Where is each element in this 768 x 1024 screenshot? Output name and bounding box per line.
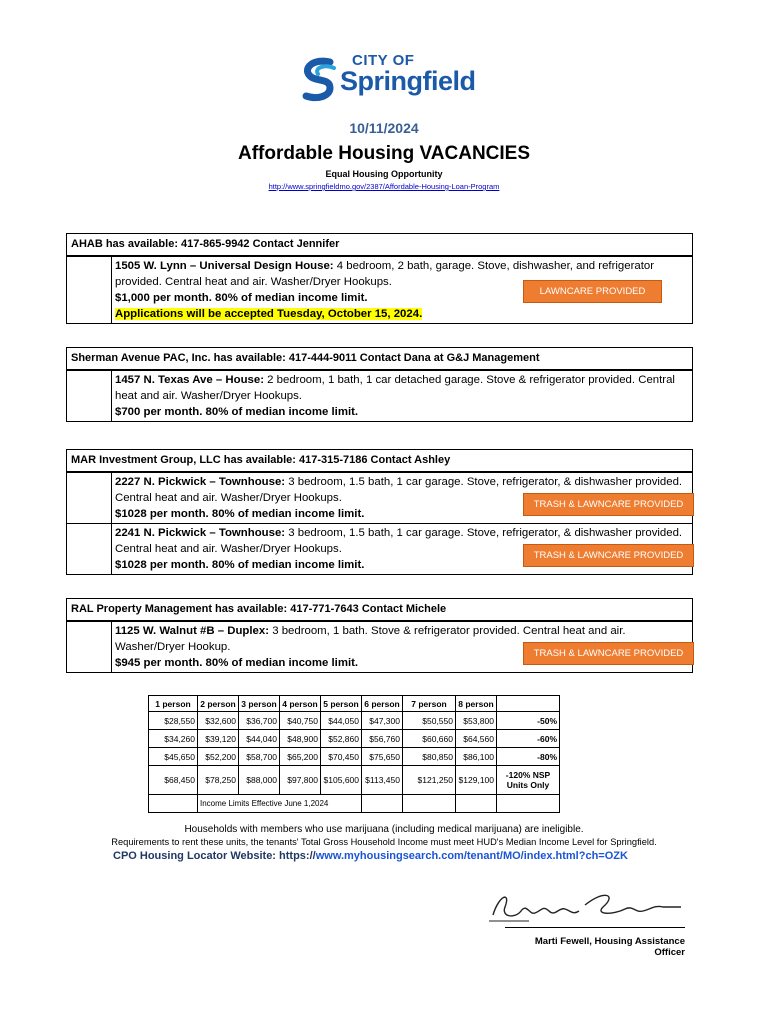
logo-name-text: Springfield [340, 66, 476, 96]
column-header: 3 person [239, 696, 280, 712]
table-cell: $97,800 [280, 766, 321, 795]
listing-header: Sherman Avenue PAC, Inc. has available: 417-444-9011 Contact Dana at G&J Management [67, 348, 692, 370]
unit-address: 1457 N. Texas Ave – House: [115, 374, 264, 386]
income-level-label: -120% NSP Units Only [497, 766, 560, 795]
table-header-row [149, 696, 560, 712]
table-cell: $44,050 [321, 712, 362, 730]
table-cell: $58,700 [239, 748, 280, 766]
unit-price: $700 per month. 80% of median income limit. [115, 406, 359, 418]
table-row [149, 712, 560, 730]
table-row [149, 766, 560, 795]
unit-address: 2241 N. Pickwick – Townhouse: [115, 527, 286, 539]
income-level-label: -50% [497, 712, 560, 730]
program-link[interactable]: http://www.springfieldmo.gov/2387/Affordable-Housing-Loan-Program [268, 182, 500, 191]
listing-ral-property [66, 598, 693, 673]
table-cell: $121,250 [403, 766, 456, 795]
table-cell: $86,100 [456, 748, 497, 766]
trash-lawncare-badge: TRASH & LAWNCARE PROVIDED [523, 642, 694, 665]
handwritten-signature [485, 885, 685, 929]
listing-sherman-avenue [66, 347, 693, 422]
city-logo [300, 52, 476, 106]
table-cell: $40,750 [280, 712, 321, 730]
table-cell: $75,650 [362, 748, 403, 766]
income-limits-table [148, 695, 560, 813]
table-cell: $53,800 [456, 712, 497, 730]
lawncare-badge: LAWNCARE PROVIDED [523, 280, 662, 303]
table-cell: $47,300 [362, 712, 403, 730]
listing-header: RAL Property Management has available: 417-771-7643 Contact Michele [67, 599, 692, 621]
income-level-label: -60% [497, 730, 560, 748]
unit-row [67, 370, 692, 421]
table-cell: $32,600 [198, 712, 239, 730]
signatory-name: Marti Fewell, Housing Assistance Officer [534, 936, 685, 958]
unit-description: 3 bedroom, 1.5 bath, 1 car garage. Stove, refrigerator, & dishwasher provided. Central heat and air. Washer/Dryer Hookups. [115, 476, 683, 504]
table-cell: $45,650 [149, 748, 198, 766]
unit-row [67, 523, 692, 574]
housing-locator-link[interactable]: www.myhousingsearch.com/tenant/MO/index.html?ch=OZK [315, 850, 628, 862]
column-header: 5 person [321, 696, 362, 712]
table-cell: $68,450 [149, 766, 198, 795]
table-cell: $48,900 [280, 730, 321, 748]
page-title: Affordable Housing VACANCIES [237, 143, 531, 164]
application-notice: Applications will be accepted Tuesday, October 15, 2024. [115, 308, 423, 320]
listing-mar-investment [66, 449, 693, 575]
table-footnote-row [149, 795, 560, 813]
logo-city-text: CITY OF [352, 52, 415, 69]
marijuana-notice: Households with members who use marijuana (including medical marijuana) are ineligible. [184, 824, 584, 835]
table-cell: $28,550 [149, 712, 198, 730]
column-header [497, 696, 560, 712]
table-row [149, 748, 560, 766]
unit-price: $1028 per month. 80% of median income limit. [115, 508, 365, 520]
table-row [149, 730, 560, 748]
unit-row [67, 256, 692, 323]
unit-address: 1125 W. Walnut #B – Duplex: [115, 625, 270, 637]
unit-description: 2 bedroom, 1 bath, 1 car detached garage. Stove & refrigerator provided. Central heat and air. Washer/Dryer Hookups. [115, 374, 675, 402]
trash-lawncare-badge: TRASH & LAWNCARE PROVIDED [523, 544, 694, 567]
column-header: 4 person [280, 696, 321, 712]
table-cell: $52,860 [321, 730, 362, 748]
page-date: 10/11/2024 [349, 120, 419, 136]
listing-header: AHAB has available: 417-865-9942 Contact Jennifer [67, 234, 692, 256]
page-subtitle: Equal Housing Opportunity [325, 169, 443, 179]
trash-lawncare-badge: TRASH & LAWNCARE PROVIDED [523, 493, 694, 516]
column-header: 6 person [362, 696, 403, 712]
unit-address: 1505 W. Lynn – Universal Design House: [115, 260, 334, 272]
unit-description: 3 bedroom, 1.5 bath, 1 car garage. Stove, refrigerator, & dishwasher provided. Central heat and air. Washer/Dryer Hookups. [115, 527, 683, 555]
table-cell: $88,000 [239, 766, 280, 795]
unit-row [67, 472, 692, 523]
table-cell: $44,040 [239, 730, 280, 748]
housing-locator-label: CPO Housing Locator Website: https:// [113, 850, 316, 862]
table-cell: $60,660 [403, 730, 456, 748]
unit-description: 4 bedroom, 2 bath, garage. Stove, dishwasher, and refrigerator provided. Central heat and air. Washer/Dryer Hookups. [115, 260, 655, 288]
unit-price: $945 per month. 80% of median income limit. [115, 657, 359, 669]
table-cell: $129,100 [456, 766, 497, 795]
income-level-label: -80% [497, 748, 560, 766]
income-requirement-notice: Requirements to rent these units, the tenants' Total Gross Household Income must meet HUD's Median Income Level for Springfield. [111, 837, 657, 847]
table-cell: $36,700 [239, 712, 280, 730]
table-cell: $105,600 [321, 766, 362, 795]
signature-line [505, 927, 685, 928]
income-limits-footnote: Income Limits Effective June 1,2024 [198, 795, 362, 813]
table-cell: $80,850 [403, 748, 456, 766]
column-header: 7 person [403, 696, 456, 712]
table-cell: $113,450 [362, 766, 403, 795]
listing-header: MAR Investment Group, LLC has available: 417-315-7186 Contact Ashley [67, 450, 692, 472]
table-cell: $50,550 [403, 712, 456, 730]
table-cell: $52,200 [198, 748, 239, 766]
unit-description: 3 bedroom, 1 bath. Stove & refrigerator provided. Central heat and air. Washer/Dryer Hookup. [115, 625, 626, 653]
unit-price: $1028 per month. 80% of median income limit. [115, 559, 365, 571]
springfield-swirl-icon [300, 56, 340, 104]
table-cell: $64,560 [456, 730, 497, 748]
table-cell: $65,200 [280, 748, 321, 766]
unit-address: 2227 N. Pickwick – Townhouse: [115, 476, 286, 488]
listing-ahab [66, 233, 693, 324]
unit-row [67, 621, 692, 672]
housing-locator-line [113, 850, 628, 862]
table-cell: $39,120 [198, 730, 239, 748]
table-cell: $34,260 [149, 730, 198, 748]
table-cell: $78,250 [198, 766, 239, 795]
table-cell: $56,760 [362, 730, 403, 748]
column-header: 2 person [198, 696, 239, 712]
column-header: 8 person [456, 696, 497, 712]
table-cell: $70,450 [321, 748, 362, 766]
unit-price: $1,000 per month. 80% of median income limit. [115, 292, 368, 304]
column-header: 1 person [149, 696, 198, 712]
